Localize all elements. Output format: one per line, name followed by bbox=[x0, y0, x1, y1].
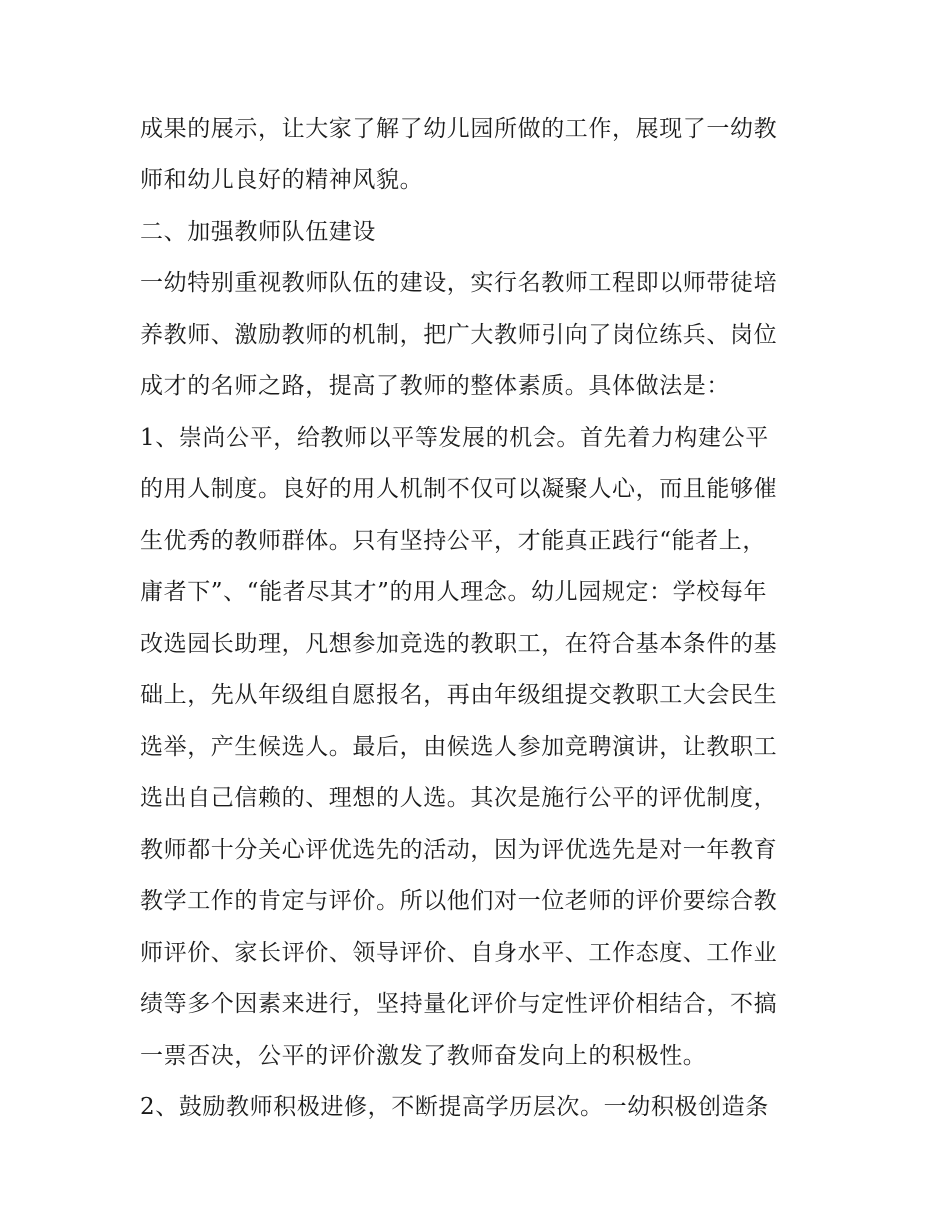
text-line: 教师都十分关心评优选先的活动，因为评优选先是对一年教育 bbox=[140, 837, 778, 863]
text-line: 础上，先从年级组自愿报名，再由年级组提交教职工大会民生 bbox=[140, 682, 778, 708]
text-line: 1、崇尚公平，给教师以平等发展的机会。首先着力构建公平 bbox=[140, 425, 769, 451]
text-line: 选出自己信赖的、理想的人选。其次是施行公平的评优制度， bbox=[140, 785, 778, 811]
text-line: 绩等多个因素来进行，坚持量化评价与定性评价相结合，不搞 bbox=[140, 991, 778, 1017]
text-line: 2、鼓励教师积极进修，不断提高学历层次。一幼积极创造条 bbox=[140, 1094, 769, 1120]
text-line: 师评价、家长评价、领导评价、自身水平、工作态度、工作业 bbox=[140, 940, 778, 966]
text-line: 的用人制度。良好的用人机制不仅可以凝聚人心，而且能够催 bbox=[140, 476, 778, 502]
text-line: 选举，产生候选人。最后，由候选人参加竞聘演讲，让教职工 bbox=[140, 734, 778, 760]
text-line: 庸者下”、“能者尽其才”的用人理念。幼儿园规定：学校每年 bbox=[140, 579, 768, 605]
text-line: 一票否决，公平的评价激发了教师奋发向上的积极性。 bbox=[140, 1043, 707, 1069]
section-heading: 二、加强教师队伍建设 bbox=[140, 219, 376, 245]
text-line: 生优秀的教师群体。只有坚持公平，才能真正践行“能者上， bbox=[140, 528, 766, 554]
text-line: 成才的名师之路，提高了教师的整体素质。具体做法是： bbox=[140, 373, 730, 399]
text-line: 一幼特别重视教师队伍的建设，实行名教师工程即以师带徒培 bbox=[140, 270, 778, 296]
text-line: 师和幼儿良好的精神风貌。 bbox=[140, 167, 424, 193]
text-line: 成果的展示，让大家了解了幼儿园所做的工作，展现了一幼教 bbox=[140, 116, 778, 142]
text-line: 养教师、激励教师的机制，把广大教师引向了岗位练兵、岗位 bbox=[140, 322, 778, 348]
text-line: 教学工作的肯定与评价。所以他们对一位老师的评价要综合教 bbox=[140, 888, 778, 914]
text-line: 改选园长助理，凡想参加竞选的教职工，在符合基本条件的基 bbox=[140, 631, 778, 657]
